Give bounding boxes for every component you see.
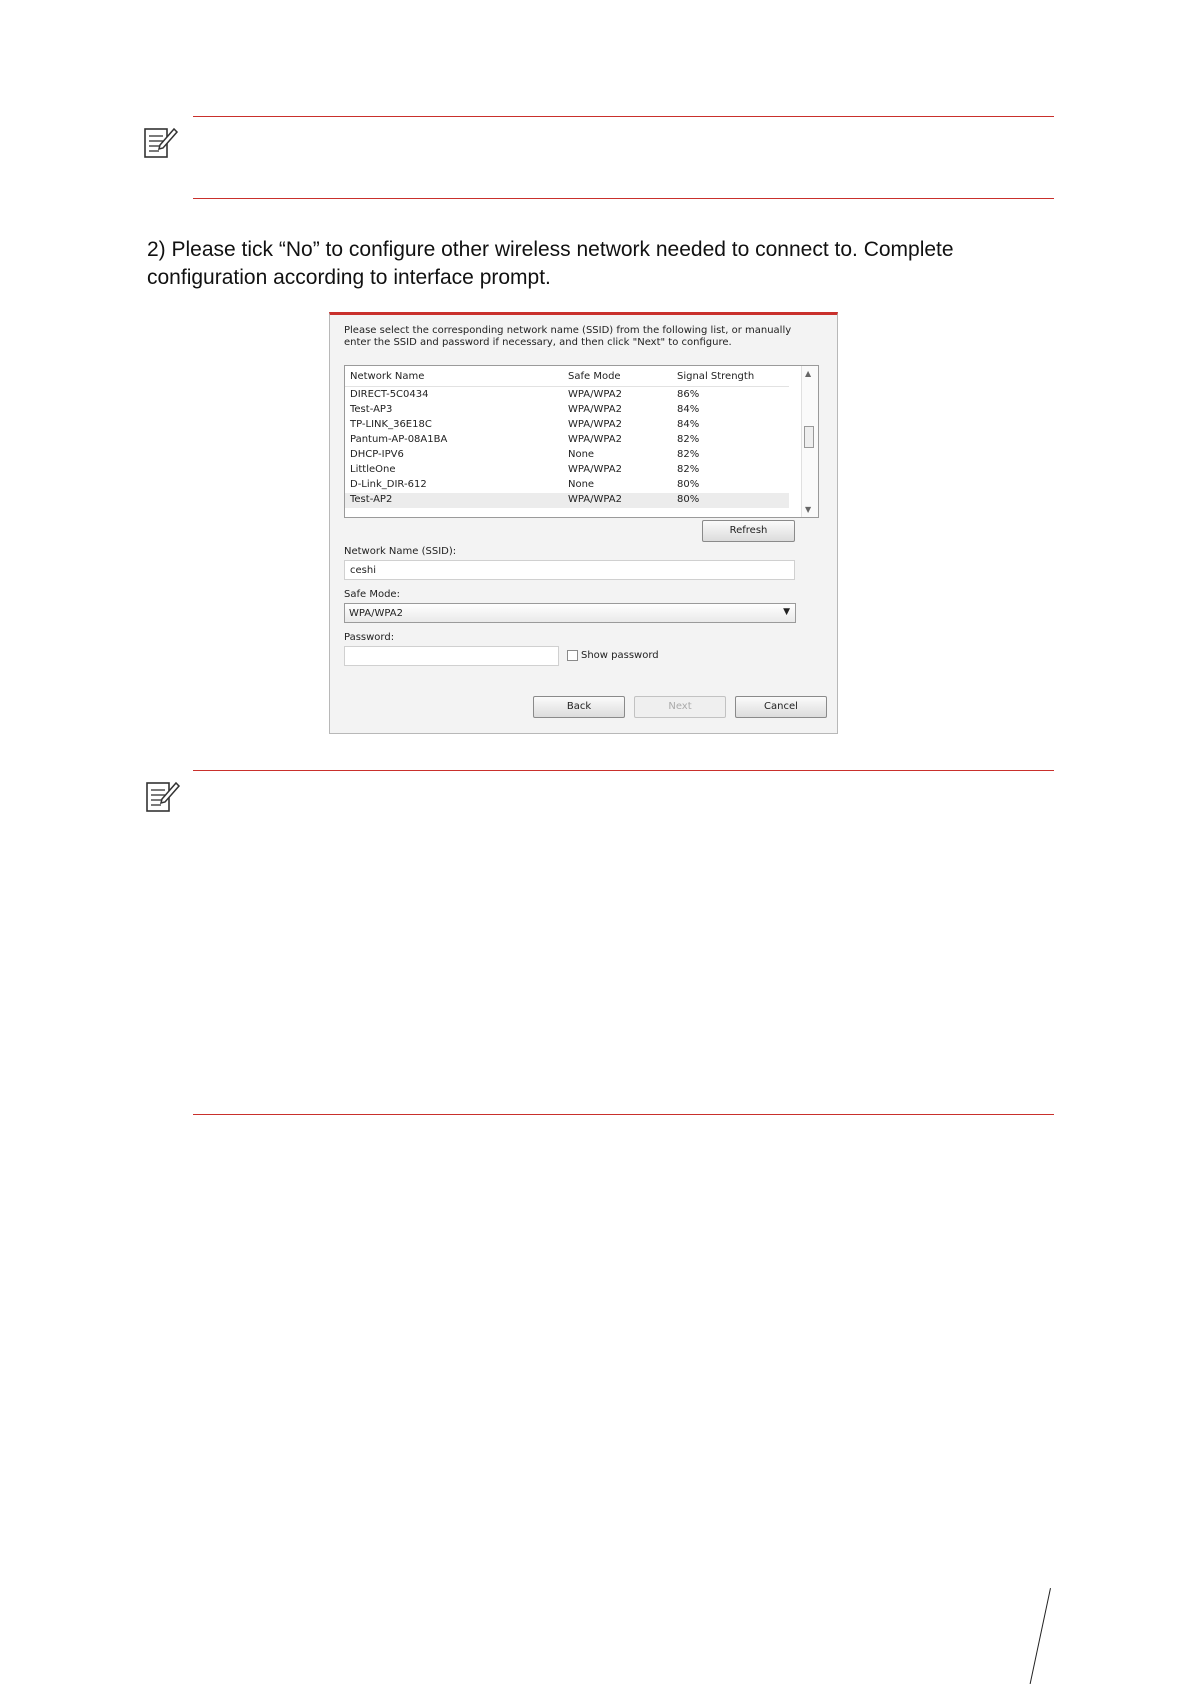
network-name: TP-LINK_36E18C	[350, 419, 432, 430]
network-row[interactable]	[345, 418, 789, 433]
network-mode: WPA/WPA2	[568, 494, 622, 505]
network-row[interactable]	[345, 478, 789, 493]
page-corner-mark	[1030, 1588, 1051, 1684]
network-signal: 80%	[677, 494, 700, 505]
ssid-label: Network Name (SSID):	[344, 546, 457, 557]
instruction-paragraph: 2) Please tick “No” to configure other wireless network needed to connect to. Complete configuration according to interface prompt.	[147, 238, 954, 289]
network-mode: WPA/WPA2	[568, 419, 622, 430]
network-list-header	[345, 366, 789, 387]
network-name: LittleOne	[350, 464, 396, 475]
column-safe-mode[interactable]: Safe Mode	[568, 371, 621, 382]
safe-mode-value: WPA/WPA2	[349, 608, 403, 619]
column-network-name[interactable]: Network Name	[350, 371, 425, 382]
network-row[interactable]	[345, 388, 789, 403]
safe-mode-label: Safe Mode:	[344, 589, 400, 600]
network-signal: 80%	[677, 479, 700, 490]
network-signal: 82%	[677, 449, 700, 460]
dialog-instruction: Please select the corresponding network name (SSID) from the following list, or manually enter the SSID and password if necessary, and then click "Next" to configure.	[344, 325, 792, 348]
network-name: DIRECT-5C0434	[350, 389, 429, 400]
note-pencil-icon	[143, 125, 179, 161]
show-password-label[interactable]: Show password	[581, 650, 659, 661]
network-signal: 82%	[677, 464, 700, 475]
network-row[interactable]	[345, 463, 789, 478]
network-mode: WPA/WPA2	[568, 434, 622, 445]
network-list[interactable]	[344, 365, 819, 518]
password-input[interactable]	[344, 646, 559, 666]
network-row-selected[interactable]	[345, 493, 789, 508]
network-name: D-Link_DIR-612	[350, 479, 427, 490]
network-signal: 86%	[677, 389, 700, 400]
note-top-rule-2	[193, 770, 1054, 771]
back-button[interactable]: Back	[533, 696, 625, 718]
network-name: Test-AP3	[350, 404, 393, 415]
network-signal: 84%	[677, 419, 700, 430]
network-list-scrollbar[interactable]	[801, 366, 818, 517]
network-mode: None	[568, 449, 595, 460]
network-row[interactable]	[345, 433, 789, 448]
network-mode: WPA/WPA2	[568, 389, 622, 400]
network-name: Pantum-AP-08A1BA	[350, 434, 448, 445]
note-pencil-icon	[145, 779, 181, 815]
refresh-button[interactable]: Refresh	[702, 520, 795, 542]
network-name: DHCP-IPV6	[350, 449, 404, 460]
network-signal: 84%	[677, 404, 700, 415]
safe-mode-select[interactable]	[344, 603, 796, 623]
cancel-button[interactable]: Cancel	[735, 696, 827, 718]
note-bottom-rule-1	[193, 198, 1054, 199]
network-row[interactable]	[345, 403, 789, 418]
password-label: Password:	[344, 632, 395, 643]
note-top-rule-1	[193, 116, 1054, 117]
note-bottom-rule-2	[193, 1114, 1054, 1115]
scroll-up-icon[interactable]: ▲	[805, 369, 812, 378]
show-password-checkbox[interactable]	[567, 650, 578, 661]
network-signal: 82%	[677, 434, 700, 445]
network-mode: None	[568, 479, 595, 490]
scroll-down-icon[interactable]: ▼	[805, 505, 812, 514]
network-name: Test-AP2	[350, 494, 393, 505]
next-button[interactable]: Next	[634, 696, 726, 718]
scroll-thumb[interactable]	[804, 426, 814, 448]
network-mode: WPA/WPA2	[568, 464, 622, 475]
network-row[interactable]	[345, 448, 789, 463]
ssid-input[interactable]: ceshi	[344, 560, 795, 580]
wireless-config-dialog	[329, 312, 838, 734]
dropdown-arrow-icon: ▼	[783, 607, 790, 617]
column-signal-strength[interactable]: Signal Strength	[677, 371, 755, 382]
network-mode: WPA/WPA2	[568, 404, 622, 415]
